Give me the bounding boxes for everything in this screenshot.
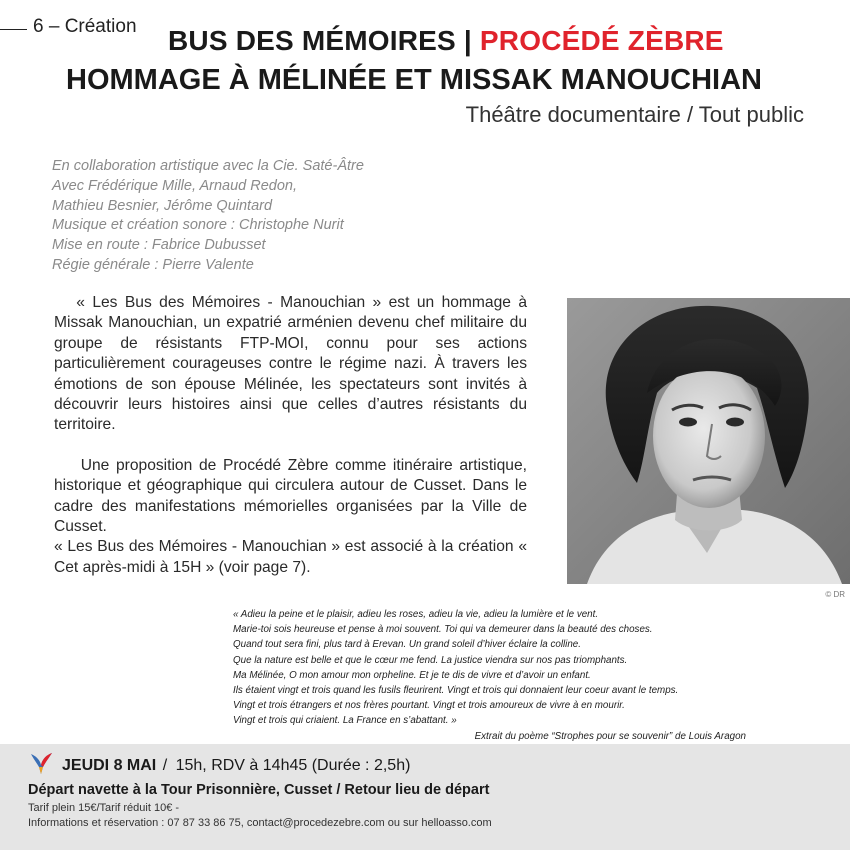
title-separator: | [463, 25, 472, 56]
section-label: 6 – Création [33, 16, 137, 37]
title-event-name: BUS DES MÉMOIRES [168, 25, 456, 56]
date-separator: / [162, 757, 168, 774]
description-paragraph: Une proposition de Procédé Zèbre comme itinéraire artistique, historique et géographique qui circulera autour de Cusset. Dans le cadre des manifestations mémorielles organisées par la Ville de Cusset. [54, 456, 527, 536]
departure-info: Départ navette à la Tour Prisonnière, Cusset / Retour lieu de départ [28, 782, 490, 798]
credit-line: En collaboration artistique avec la Cie. Saté-Âtre [52, 158, 364, 174]
genre-audience: Théâtre documentaire / Tout public [465, 102, 804, 127]
poem-quote [233, 607, 793, 744]
event-date-time [62, 757, 410, 775]
poem-line: Marie-toi sois heureuse et pense à moi souvent. Toi qui va demeurer dans la beauté des choses. [233, 624, 653, 636]
credits-block [52, 157, 492, 276]
credit-line: Mathieu Besnier, Jérôme Quintard [52, 197, 273, 214]
credit-line: Régie générale : Pierre Valente [52, 256, 254, 273]
poem-line: « Adieu la peine et le plaisir, adieu les roses, adieu la vie, adieu la lumière et le vent. [233, 609, 599, 620]
bird-logo-icon [28, 750, 54, 776]
page-title [168, 25, 724, 57]
credit-line: Mise en route : Fabrice Dubusset [52, 237, 266, 254]
page-subtitle-heading: HOMMAGE À MÉLINÉE ET MISSAK MANOUCHIAN [66, 64, 762, 96]
photo-credit: © DR [825, 590, 845, 599]
description-paragraph: « Les Bus des Mémoires - Manouchian » est un hommage à Missak Manouchian, un expatrié arménien devenu chef militaire du groupe de résistants FTP-MOI, connu pour ses actions particulièrement courageuses contre le régime nazi. À travers les émotions de son épouse Mélinée, les spectateurs sont invités à découvrir leurs histoires ainsi que celles d’autres résistants du territoire. [54, 294, 528, 434]
portrait-photo [567, 298, 850, 584]
event-date: JEUDI 8 MAI [62, 757, 157, 774]
section-rule [0, 29, 27, 30]
credit-line: Musique et création sonore : Christophe Nurit [52, 217, 344, 234]
ticket-prices: Tarif plein 15€/Tarif réduit 10€ - [28, 802, 180, 814]
description-text [54, 293, 527, 578]
poem-line: Vingt et trois étrangers et nos frères pourtant. Vingt et trois amoureux de vivre à en mourir. [233, 700, 625, 712]
poem-line: Ils étaient vingt et trois quand les fusils fleurirent. Vingt et trois qui donnaient leur coeur avant le temps. [233, 685, 679, 697]
poem-line: Quand tout sera fini, plus tard à Erevan. Un grand soleil d’hiver éclaire la colline. [233, 639, 581, 651]
booking-info: Informations et réservation : 07 87 33 86 75, contact@procedezebre.com ou sur helloasso.com [28, 817, 492, 829]
event-time: 15h, RDV à 14h45 (Durée : 2,5h) [175, 757, 411, 774]
poem-line: Ma Mélinée, O mon amour mon orpheline. Et je te dis de vivre et d’avoir un enfant. [233, 669, 591, 681]
poem-line: Vingt et trois qui criaient. La France en s’abattant. » [233, 715, 457, 727]
credit-line: Avec Frédérique Mille, Arnaud Redon, [52, 177, 298, 194]
poem-source: Extrait du poème “Strophes pour se souvenir” de Louis Aragon [474, 730, 746, 742]
description-paragraph: « Les Bus des Mémoires - Manouchian » est associé à la création « Cet après-midi à 15H » (voir page 7). [54, 538, 527, 576]
title-company-name: PROCÉDÉ ZÈBRE [479, 25, 724, 56]
poem-line: Que la nature est belle et que le cœur me fend. La justice viendra sur nos pas triomphants. [233, 654, 628, 666]
